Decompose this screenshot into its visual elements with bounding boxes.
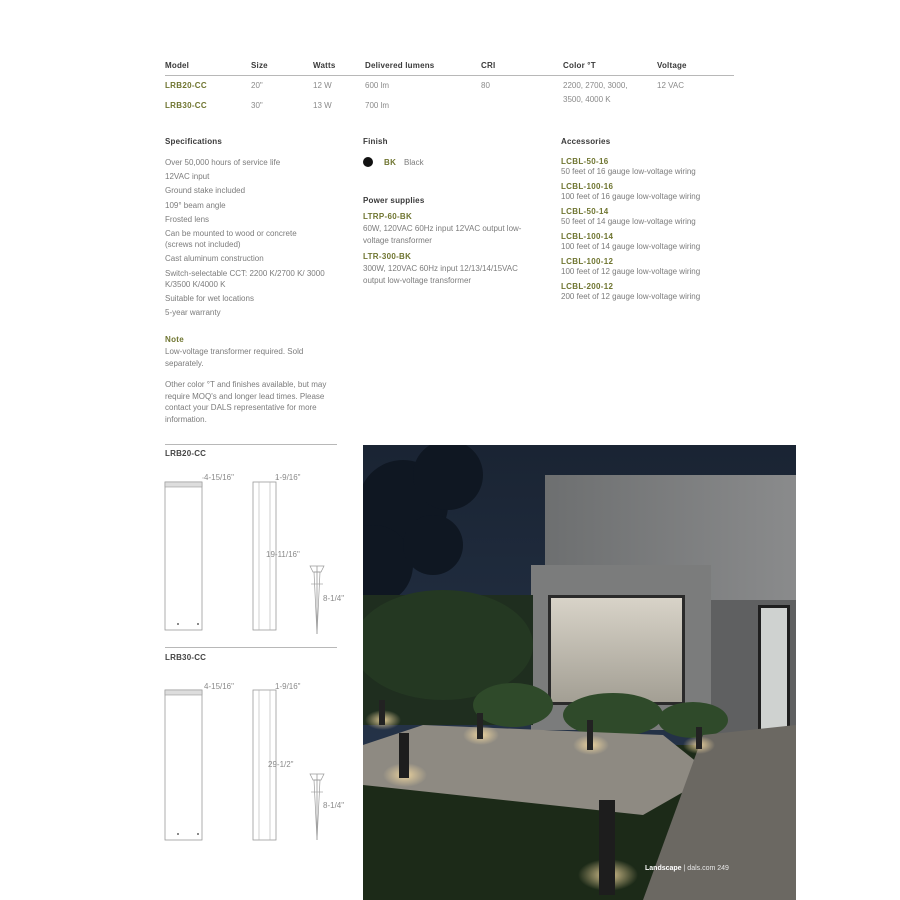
col-header-lumens: Delivered lumens bbox=[365, 61, 435, 70]
accessory-model: LCBL-50-14 bbox=[561, 207, 609, 216]
drawing1-depth-dim: 1-9/16" bbox=[275, 473, 301, 482]
row1-voltage: 12 VAC bbox=[657, 81, 684, 90]
product-photo bbox=[363, 445, 796, 900]
row1-lumens: 600 lm bbox=[365, 81, 390, 90]
accessory-model: LCBL-50-16 bbox=[561, 157, 609, 166]
specifications-title: Specifications bbox=[165, 137, 223, 146]
accessory-model: LCBL-100-12 bbox=[561, 257, 614, 266]
drawing2-label: LRB30-CC bbox=[165, 653, 207, 662]
spec-item: Ground stake included bbox=[165, 186, 246, 196]
footer-site: dals.com 249 bbox=[687, 865, 729, 872]
footer-section: Landscape bbox=[645, 865, 682, 872]
power-supplies-title: Power supplies bbox=[363, 196, 425, 205]
drawing2-depth-dim: 1-9/16" bbox=[275, 682, 301, 691]
accessories-title: Accessories bbox=[561, 137, 611, 146]
spec-item: Frosted lens bbox=[165, 214, 210, 224]
finish-swatch-black bbox=[363, 157, 373, 167]
power-supply-model: LTR-300-BK bbox=[363, 252, 412, 261]
power-supply-desc: 300W, 120VAC 60Hz input 12/13/14/15VAC output low-voltage transformer bbox=[363, 264, 518, 285]
drawing1-divider bbox=[165, 444, 337, 445]
power-supply-desc: 60W, 120VAC 60Hz input 12VAC output low-voltage transformer bbox=[363, 224, 522, 245]
row2-size: 30" bbox=[251, 101, 263, 110]
accessory-model: LCBL-200-12 bbox=[561, 282, 614, 291]
spec-item: Suitable for wet locations bbox=[165, 294, 254, 304]
specifications-list bbox=[165, 157, 335, 321]
drawing1-label: LRB20-CC bbox=[165, 449, 207, 458]
drawing1-width-dim: 4-15/16" bbox=[204, 473, 234, 482]
accessory-model: LCBL-100-16 bbox=[561, 182, 614, 191]
accessory-item bbox=[561, 182, 736, 202]
drawing1-stake-dim: 8-1/4" bbox=[323, 594, 345, 603]
power-supply-model: LTRP-60-BK bbox=[363, 212, 413, 221]
row1-color-temp-line2: 3500, 4000 K bbox=[563, 95, 611, 104]
drawing2-stake-dim: 8-1/4" bbox=[323, 801, 345, 810]
accessory-desc: 100 feet of 12 gauge low-voltage wiring bbox=[561, 267, 701, 276]
drawing2-width-dim: 4-15/16" bbox=[204, 682, 234, 691]
spec-item: 5-year warranty bbox=[165, 308, 221, 318]
drawing1-diagram bbox=[160, 466, 340, 636]
row2-model: LRB30-CC bbox=[165, 101, 207, 110]
footer-separator: | bbox=[683, 865, 688, 872]
row1-watts: 12 W bbox=[313, 81, 332, 90]
drawing1-height-dim: 19-11/16" bbox=[266, 550, 300, 559]
col-header-color-temp: Color °T bbox=[563, 61, 596, 70]
drawing2-height-dim: 29-1/2" bbox=[268, 760, 294, 769]
row2-lumens: 700 lm bbox=[365, 101, 390, 110]
finish-name: Black bbox=[404, 158, 424, 167]
col-header-model: Model bbox=[165, 61, 190, 70]
row2-watts: 13 W bbox=[313, 101, 332, 110]
accessory-item bbox=[561, 207, 736, 227]
accessory-item bbox=[561, 232, 736, 252]
row1-model: LRB20-CC bbox=[165, 81, 207, 90]
accessory-model: LCBL-100-14 bbox=[561, 232, 614, 241]
col-header-voltage: Voltage bbox=[657, 61, 687, 70]
row1-cri: 80 bbox=[481, 81, 490, 90]
accessory-item bbox=[561, 157, 736, 177]
table-divider bbox=[165, 75, 734, 76]
finish-code: BK bbox=[384, 158, 397, 167]
spec-item: 109° beam angle bbox=[165, 200, 226, 210]
note-title: Note bbox=[165, 335, 184, 344]
col-header-cri: CRI bbox=[481, 61, 496, 70]
accessories-list bbox=[561, 157, 736, 307]
col-header-size: Size bbox=[251, 61, 268, 70]
accessory-desc: 200 feet of 12 gauge low-voltage wiring bbox=[561, 292, 701, 301]
note-text: Low-voltage transformer required. Sold separately. bbox=[165, 347, 304, 368]
spec-item: Cast aluminum construction bbox=[165, 254, 264, 264]
accessory-desc: 100 feet of 14 gauge low-voltage wiring bbox=[561, 242, 701, 251]
drawing2-divider bbox=[165, 647, 337, 648]
drawing2-diagram bbox=[160, 676, 340, 846]
spec-item: Over 50,000 hours of service life bbox=[165, 158, 281, 167]
spec-item: Can be mounted to wood or concrete (screws not included) bbox=[165, 229, 297, 250]
finish-title: Finish bbox=[363, 137, 388, 146]
row1-color-temp-line1: 2200, 2700, 3000, bbox=[563, 81, 628, 90]
accessory-desc: 50 feet of 14 gauge low-voltage wiring bbox=[561, 217, 696, 226]
spec-item: Switch-selectable CCT: 2200 K/2700 K/ 3000 K/3500 K/4000 K bbox=[165, 268, 325, 289]
night-garden-scene bbox=[363, 445, 796, 900]
accessory-desc: 50 feet of 16 gauge low-voltage wiring bbox=[561, 167, 696, 176]
row1-size: 20" bbox=[251, 81, 263, 90]
accessory-item bbox=[561, 257, 736, 277]
spec-item: 12VAC input bbox=[165, 172, 210, 182]
accessory-desc: 100 feet of 16 gauge low-voltage wiring bbox=[561, 192, 701, 201]
note-moq-text: Other color °T and finishes available, but may require MOQ's and longer lead times. Please contact your DALS representative for more information. bbox=[165, 380, 327, 424]
page-footer bbox=[645, 865, 729, 872]
col-header-watts: Watts bbox=[313, 61, 336, 70]
accessory-item bbox=[561, 282, 736, 302]
